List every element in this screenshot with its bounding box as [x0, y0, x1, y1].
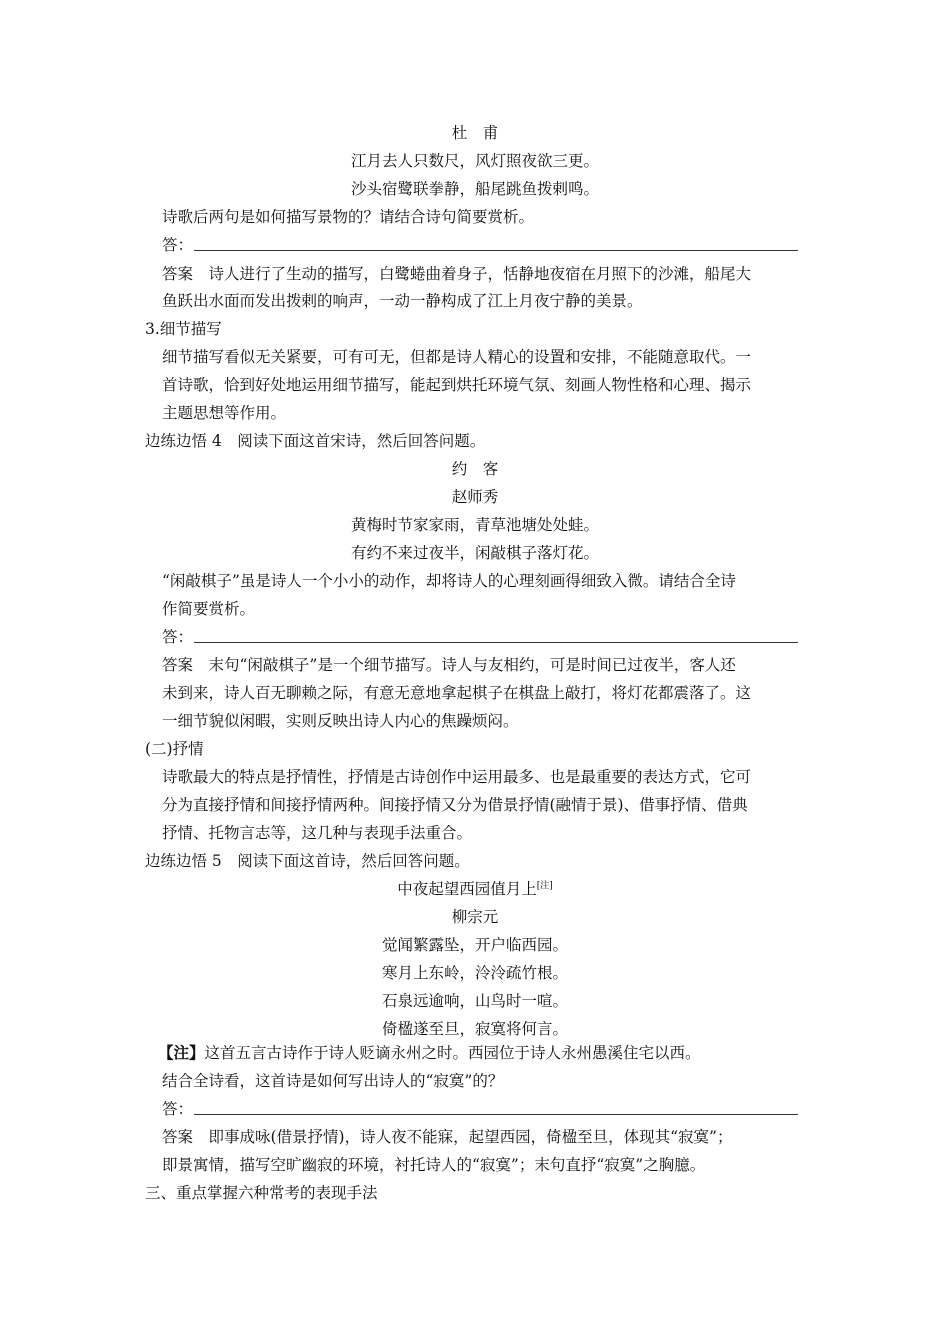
exercise5-line-1: 觉闻繁露坠，开户临西园。	[381, 936, 568, 954]
exercise4-question-1: “闲敲棋子”虽是诗人一个小小的动作，却将诗人的心理刻画得细致入微。请结合全诗	[162, 572, 736, 590]
exercise5-prompt: 边练边悟 5 阅读下面这首诗，然后回答问题。	[145, 852, 470, 870]
exercise5-line-3: 石泉远逾响，山鸟时一喧。	[381, 992, 568, 1010]
exercise4-prompt: 边练边悟 4 阅读下面这首宋诗，然后回答问题。	[145, 432, 486, 450]
lyric-body-3: 抒情、托物言志等，这几种与表现手法重合。	[162, 824, 473, 842]
exercise5-title	[0, 879, 950, 899]
exercise4-answer-key-1: 答案 末句“闲敲棋子”是一个细节描写。诗人与友相约，可是时间已过夜半，客人还	[162, 656, 736, 674]
answer-line	[194, 642, 798, 643]
section3-body-3: 主题思想等作用。	[162, 404, 287, 422]
exercise5-answer-key-2: 即景寓情，描写空旷幽寂的环境，衬托诗人的“寂寞”；末句直抒“寂寞”之胸臆。	[162, 1156, 706, 1174]
exercise5-answer-label: 答：	[162, 1100, 194, 1118]
poem1-answer-label: 答：	[162, 236, 194, 254]
poem1-answer-key-2: 鱼跃出水面而发出拨剌的响声，一动一静构成了江上月夜宁静的美景。	[162, 292, 643, 310]
poem1-question: 诗歌后两句是如何描写景物的？请结合诗句简要赏析。	[162, 208, 535, 226]
answer-line	[194, 250, 798, 251]
exercise5-title-note: [注]	[536, 881, 553, 891]
section-heading: 3.细节描写	[145, 320, 222, 338]
answer-line	[194, 1114, 798, 1115]
exercise5-author: 柳宗元	[451, 908, 499, 926]
poem1-line-1: 江月去人只数尺，风灯照夜欲三更。	[350, 152, 599, 170]
poem1-line-2: 沙头宿鹭联拳静，船尾跳鱼拨剌鸣。	[350, 180, 599, 198]
exercise5-answer-key-1: 答案 即事成咏(借景抒情)，诗人夜不能寐，起望西园，倚楹至旦，体现其“寂寞”；	[162, 1128, 733, 1146]
exercise4-question-2: 作简要赏析。	[162, 600, 256, 618]
exercise5-note	[158, 1043, 701, 1063]
exercise5-title-text: 中夜起望西园值月上	[397, 880, 537, 898]
poem1-author: 杜 甫	[451, 124, 499, 142]
lyric-body-2: 分为直接抒情和间接抒情两种。间接抒情又分为借景抒情(融情于景)、借事抒情、借典	[162, 796, 748, 814]
exercise4-answer-key-3: 一细节貌似闲暇，实则反映出诗人内心的焦躁烦闷。	[162, 712, 519, 730]
section-heading: 三、重点掌握六种常考的表现手法	[145, 1184, 378, 1202]
exercise4-answer-label: 答：	[162, 628, 194, 646]
exercise4-answer-key-2: 未到来，诗人百无聊赖之际，有意无意地拿起棋子在棋盘上敲打，将灯花都震落了。这	[162, 684, 752, 702]
exercise5-note-label: 【注】	[158, 1043, 205, 1062]
exercise4-author: 赵师秀	[451, 488, 499, 506]
exercise5-line-4: 倚楹遂至旦，寂寞将何言。	[381, 1020, 568, 1038]
section3-body-2: 首诗歌，恰到好处地运用细节描写，能起到烘托环境气氛、刻画人物性格和心理、揭示	[162, 376, 752, 394]
lyric-body-1: 诗歌最大的特点是抒情性，抒情是古诗创作中运用最多、也是最重要的表达方式，它可	[162, 768, 752, 786]
exercise4-line-1: 黄梅时节家家雨，青草池塘处处蛙。	[350, 516, 599, 534]
exercise5-note-text: 这首五言古诗作于诗人贬谪永州之时。西园位于诗人永州愚溪住宅以西。	[204, 1044, 701, 1062]
exercise5-question: 结合全诗看，这首诗是如何写出诗人的“寂寞”的？	[162, 1072, 504, 1090]
exercise5-line-2: 寒月上东岭，泠泠疏竹根。	[381, 964, 568, 982]
exercise4-line-2: 有约不来过夜半，闲敲棋子落灯花。	[350, 544, 599, 562]
section3-body-1: 细节描写看似无关紧要，可有可无，但都是诗人精心的设置和安排，不能随意取代。一	[162, 348, 752, 366]
exercise4-title: 约 客	[451, 460, 499, 478]
section-heading: (二)抒情	[145, 740, 204, 758]
poem1-answer-key-1: 答案 诗人进行了生动的描写，白鹭蜷曲着身子，恬静地夜宿在月照下的沙滩，船尾大	[162, 265, 752, 283]
